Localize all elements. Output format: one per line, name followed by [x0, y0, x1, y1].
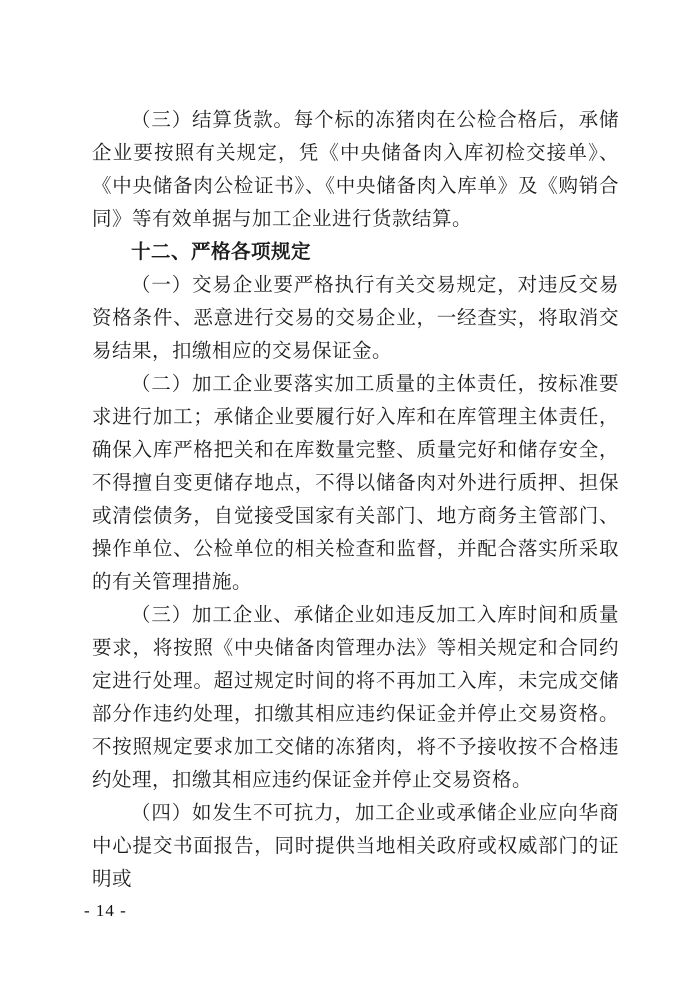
page-number: - 14 -: [84, 901, 127, 920]
section-heading-strict-regulations: 十二、严格各项规定: [131, 241, 312, 263]
paragraph-settlement-of-payment: （三）结算货款。每个标的冻猪肉在公检合格后，承储企业要按照有关规定，凭《中央储备肉入库初检交接单》、《中央储备肉公检证书》、《中央储备肉入库单》及《购销合同》等有效单据与加工企业进行货款结算。: [92, 110, 619, 230]
document-body: [92, 104, 619, 896]
paragraph-force-majeure: （四）如发生不可抗力，加工企业或承储企业应向华商中心提交书面报告，同时提供当地相关政府或权威部门的证明或: [92, 803, 619, 890]
paragraph-trading-rules: （一）交易企业要严格执行有关交易规定，对违反交易资格条件、恶意进行交易的交易企业，一经查实，将取消交易结果，扣缴相应的交易保证金。: [92, 275, 619, 362]
paragraph-violation-handling: （三）加工企业、承储企业如违反加工入库时间和质量要求，将按照《中央储备肉管理办法》等相关规定和合同约定进行处理。超过规定时间的将不再加工入库，未完成交储部分作违约处理，扣缴其相应违约保证金并停止交易资格。不按照规定要求加工交储的冻猪肉，将不予接收按不合格违约处理，扣缴其相应违约保证金并停止交易资格。: [92, 605, 619, 791]
paragraph-processing-storage-responsibility: （二）加工企业要落实加工质量的主体责任，按标准要求进行加工；承储企业要履行好入库和在库管理主体责任，确保入库严格把关和在库数量完整、质量完好和储存安全，不得擅自变更储存地点，不得以储备肉对外进行质押、担保或清偿债务，自觉接受国家有关部门、地方商务主管部门、操作单位、公检单位的相关检查和监督，并配合落实所采取的有关管理措施。: [92, 374, 619, 593]
